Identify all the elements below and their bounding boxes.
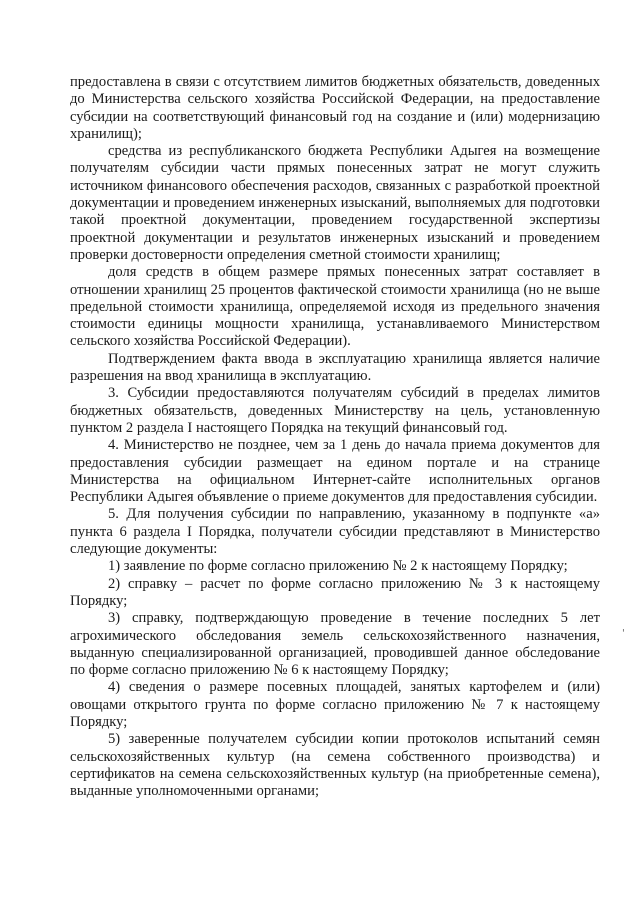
paragraph: 5. Для получения субсидии по направлению, указанному в подпункте «а» пункта 6 раздела I Порядка, получатели субсидии представляют в Министерство следующие документы:: [70, 506, 600, 558]
paragraph: 3. Субсидии предоставляются получателям субсидий в пределах лимитов бюджетных обязательств, доведенных Министерству на цель, установленную пунктом 2 раздела I настоящего Порядка на текущий финансовый год.: [70, 385, 600, 436]
list-item: 5) заверенные получателем субсидии копии протоколов испытаний семян сельскохозяйственных культур (на семена собственного производства) и сертификатов на семена сельскохозяйственных культур (на приобретенные семена), выданные уполномоченными органами;: [70, 731, 600, 800]
paragraph: доля средств в общем размере прямых понесенных затрат составляет в отношении хранилищ 25 процентов фактической стоимости хранилища (но не выше предельной стоимости хранилища, определяемой исходя из предельного значения стоимости единицы мощности хранилища, устанавливаемого Министерством сельского хозяйства Российской Федерации).: [70, 264, 600, 350]
list-item: 3) справку, подтверждающую проведение в течение последних 5 лет агрохимического обследования земель сельскохозяйственного назначения, выданную специализированной организацией, проводившей данное обследование по форме согласно приложению № 6 к настоящему Порядку;: [70, 610, 600, 679]
list-item: 4) сведения о размере посевных площадей, занятых картофелем и (или) овощами открытого грунта по форме согласно приложению № 7 к настоящему Порядку;: [70, 679, 600, 730]
paragraph: Подтверждением факта ввода в эксплуатацию хранилища является наличие разрешения на ввод хранилища в эксплуатацию.: [70, 350, 600, 385]
document-page: [70, 74, 600, 800]
list-item: 2) справку – расчет по форме согласно приложению № 3 к настоящему Порядку;: [70, 575, 600, 609]
paragraph: средства из республиканского бюджета Республики Адыгея на возмещение получателям субсидии части прямых понесенных затрат не могут служить источником финансового обеспечения расходов, связанных с разработкой проектной документации и проведением инженерных изысканий, выполняемых для подготовки такой проектной документации, проведением государственной экспертизы проектной документации и результатов инженерных изысканий и проведением проверки достоверности определения сметной стоимости хранилищ;: [70, 143, 600, 263]
list-item: 1) заявление по форме согласно приложению № 2 к настоящему Порядку;: [108, 558, 568, 575]
margin-mark: ': [622, 628, 625, 639]
paragraph: 4. Министерство не позднее, чем за 1 день до начала приема документов для предоставления субсидии размещает на едином портале и на странице Министерства на официальном Интернет-сайте исполнительных органов Республики Адыгея объявление о приеме документов для предоставления субсидии.: [70, 437, 600, 506]
paragraph: предоставлена в связи с отсутствием лимитов бюджетных обязательств, доведенных до Министерства сельского хозяйства Российской Федерации, на предоставление субсидии на соответствующий финансовый год на создание и (или) модернизацию хранилищ);: [70, 74, 600, 142]
